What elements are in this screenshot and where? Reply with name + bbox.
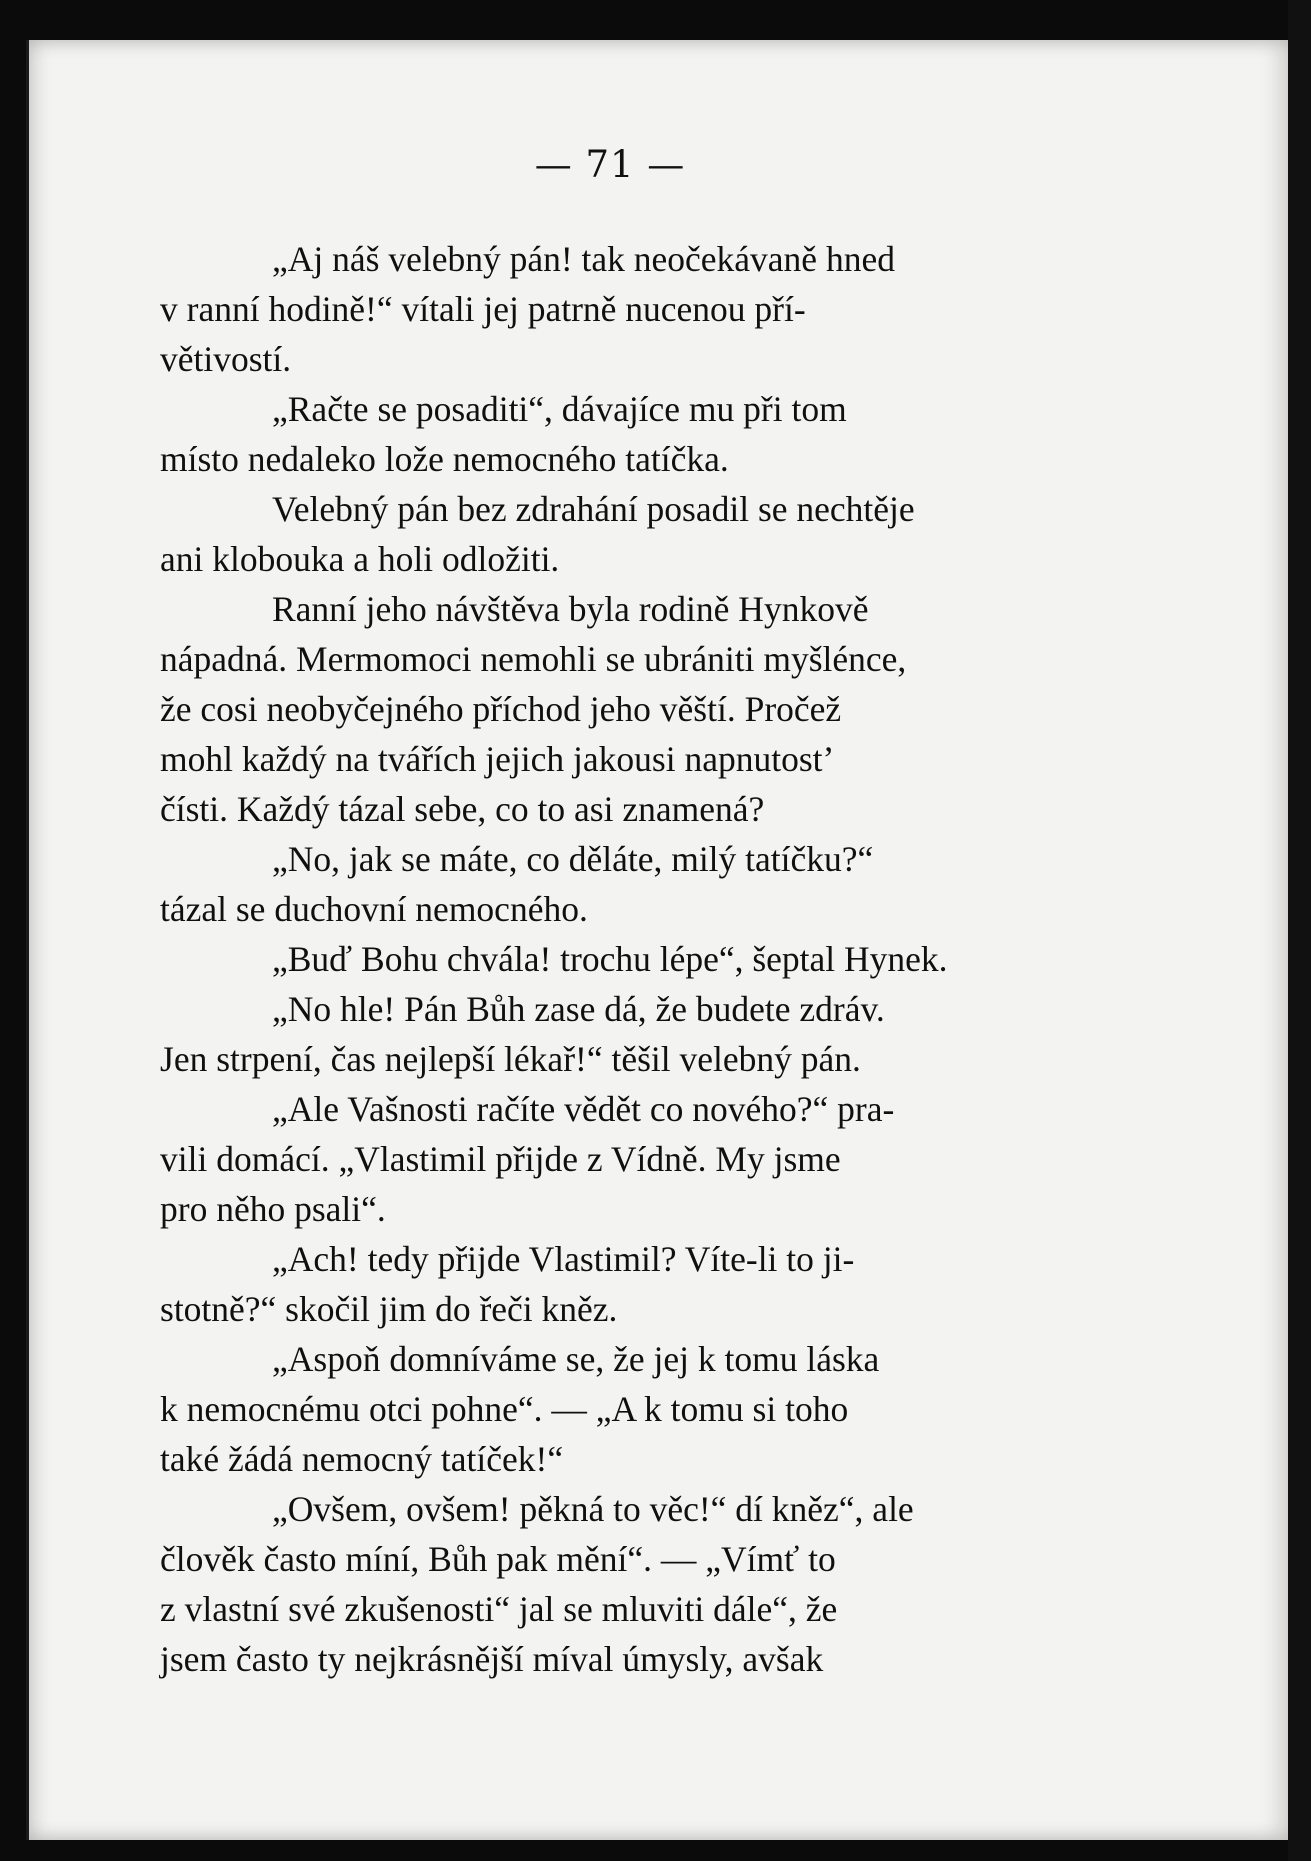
text-line: „Ovšem, ovšem! pěkná to věc!“ dí kněz“, ale bbox=[272, 1489, 914, 1529]
text-line: mohl každý na tvářích jejich jakousi napnutost’ bbox=[160, 739, 835, 779]
text-line: Ranní jeho návštěva byla rodině Hynkově bbox=[272, 589, 869, 629]
text-line: místo nedaleko lože nemocného tatíčka. bbox=[160, 439, 729, 479]
text-line: „No, jak se máte, co děláte, milý tatíčku?“ bbox=[272, 839, 874, 879]
page-right-shadow bbox=[1288, 0, 1311, 1861]
page-number: — 71 — bbox=[534, 143, 686, 186]
text-line: „No hle! Pán Bůh zase dá, že budete zdráv. bbox=[272, 989, 885, 1029]
text-line: větivostí. bbox=[160, 339, 292, 379]
text-line: vili domácí. „Vlastimil přijde z Vídně. My jsme bbox=[160, 1139, 841, 1179]
body-text bbox=[160, 234, 1060, 1684]
text-line: také žádá nemocný tatíček!“ bbox=[160, 1439, 564, 1479]
text-line: člověk často míní, Bůh pak mění“. — „Vímť to bbox=[160, 1539, 836, 1579]
text-line: „Ach! tedy přijde Vlastimil? Víte-li to ji- bbox=[272, 1239, 855, 1279]
text-line: že cosi neobyčejného příchod jeho věští. Pročež bbox=[160, 689, 842, 729]
text-line: „Aspoň domníváme se, že jej k tomu láska bbox=[272, 1339, 880, 1379]
text-line: k nemocnému otci pohne“. — „A k tomu si toho bbox=[160, 1389, 849, 1429]
text-line: čísti. Každý tázal sebe, co to asi znamená? bbox=[160, 789, 765, 829]
text-line: jsem často ty nejkrásnější míval úmysly, avšak bbox=[160, 1639, 824, 1679]
text-line: „Ale Vašnosti račíte vědět co nového?“ pra- bbox=[272, 1089, 895, 1129]
text-line: ani klobouka a holi odložiti. bbox=[160, 539, 560, 579]
text-line: Jen strpení, čas nejlepší lékař!“ těšil velebný pán. bbox=[160, 1039, 861, 1079]
page-left-edge bbox=[26, 40, 29, 1840]
text-line: pro něho psali“. bbox=[160, 1189, 386, 1229]
text-line: „Buď Bohu chvála! trochu lépe“, šeptal Hynek. bbox=[272, 939, 948, 979]
text-line: v ranní hodině!“ vítali jej patrně nucenou pří- bbox=[160, 289, 806, 329]
text-line: „Aj náš velebný pán! tak neočekávaně hned bbox=[272, 239, 895, 279]
text-line: z vlastní své zkušenosti“ jal se mluviti dále“, že bbox=[160, 1589, 838, 1629]
text-line: tázal se duchovní nemocného. bbox=[160, 889, 588, 929]
text-line: nápadná. Mermomoci nemohli se ubrániti myšlénce, bbox=[160, 639, 907, 679]
text-line: stotně?“ skočil jim do řeči kněz. bbox=[160, 1289, 618, 1329]
text-line: „Račte se posaditi“, dávajíce mu při tom bbox=[272, 389, 847, 429]
text-line: Velebný pán bez zdrahání posadil se nechtěje bbox=[272, 489, 915, 529]
